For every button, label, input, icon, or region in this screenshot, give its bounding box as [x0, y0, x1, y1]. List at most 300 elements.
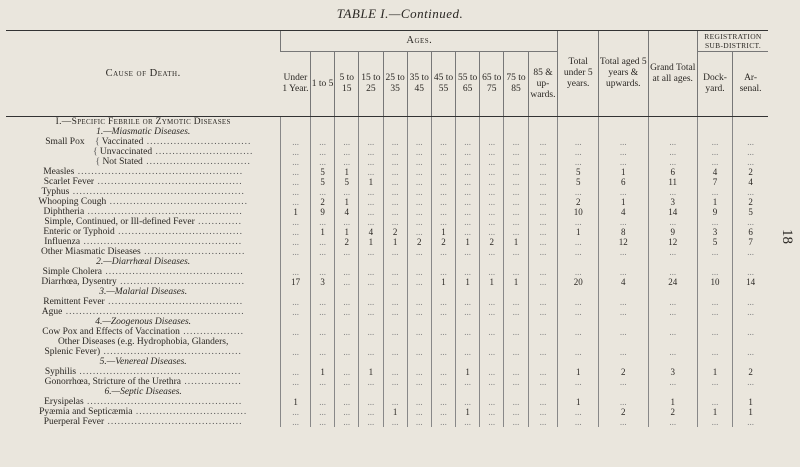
- value-cell: ...: [480, 197, 504, 207]
- value-cell: 5: [558, 167, 599, 177]
- page-number: 18: [779, 229, 795, 244]
- value-cell: ...: [383, 347, 407, 357]
- value-cell: 4: [599, 207, 648, 217]
- value-cell: ...: [558, 347, 599, 357]
- table-row: [6, 227, 768, 237]
- value-cell: ...: [599, 137, 648, 147]
- value-cell: 9: [648, 227, 697, 237]
- empty-cell: [311, 357, 335, 367]
- value-cell: 1: [599, 197, 648, 207]
- empty-cell: [431, 257, 455, 267]
- value-cell: 1: [359, 367, 383, 377]
- cause-text: Syphilis: [44, 367, 77, 377]
- value-cell: ...: [528, 277, 558, 287]
- value-cell: ...: [359, 247, 383, 257]
- empty-cell: [599, 317, 648, 327]
- empty-cell: [480, 257, 504, 267]
- table-row: [6, 167, 768, 177]
- value-cell: ...: [311, 397, 335, 407]
- value-cell: 1: [383, 407, 407, 417]
- value-cell: 1: [648, 397, 697, 407]
- value-cell: ...: [504, 267, 528, 277]
- value-cell: ...: [335, 187, 359, 197]
- empty-cell: [335, 127, 359, 137]
- value-cell: ...: [599, 307, 648, 317]
- value-cell: ...: [311, 217, 335, 227]
- value-cell: ...: [648, 307, 697, 317]
- value-cell: ...: [407, 187, 431, 197]
- value-cell: ...: [383, 367, 407, 377]
- cause-label: [6, 347, 281, 357]
- cause-text: Gonorrhœa, Stricture of the Urethra: [44, 377, 181, 387]
- empty-cell: [504, 387, 528, 397]
- empty-cell: [407, 387, 431, 397]
- empty-cell: [359, 337, 383, 347]
- value-cell: ...: [383, 397, 407, 407]
- value-cell: ...: [383, 377, 407, 387]
- value-cell: ...: [311, 137, 335, 147]
- empty-cell: [431, 387, 455, 397]
- value-cell: ...: [431, 417, 455, 427]
- value-cell: ...: [407, 197, 431, 207]
- value-cell: ...: [407, 217, 431, 227]
- leader-dots: .....................................: [116, 277, 246, 287]
- value-cell: ...: [311, 327, 335, 337]
- value-cell: ...: [431, 187, 455, 197]
- value-cell: ...: [359, 197, 383, 207]
- value-cell: ...: [558, 137, 599, 147]
- value-cell: ...: [648, 247, 697, 257]
- cause-text: Typhus: [41, 187, 70, 197]
- empty-cell: [431, 317, 455, 327]
- value-cell: ...: [359, 417, 383, 427]
- value-cell: ...: [359, 167, 383, 177]
- value-cell: ...: [431, 147, 455, 157]
- value-cell: ...: [504, 187, 528, 197]
- empty-cell: [733, 287, 768, 297]
- empty-cell: [558, 357, 599, 367]
- value-cell: ...: [456, 147, 480, 157]
- empty-cell: [311, 127, 335, 137]
- value-cell: ...: [407, 307, 431, 317]
- value-cell: ...: [311, 247, 335, 257]
- value-cell: 1: [311, 367, 335, 377]
- empty-cell: [504, 287, 528, 297]
- value-cell: ...: [733, 307, 768, 317]
- empty-cell: [431, 127, 455, 137]
- age-column-header: 55 to 65: [456, 52, 480, 117]
- value-cell: ...: [407, 207, 431, 217]
- value-cell: ...: [599, 417, 648, 427]
- value-cell: ...: [383, 177, 407, 187]
- cause-label: [6, 177, 281, 187]
- value-cell: ...: [456, 377, 480, 387]
- age-column-header: 85 & up-wards.: [528, 52, 558, 117]
- empty-cell: [599, 257, 648, 267]
- cause-label: [6, 137, 281, 147]
- value-cell: 24: [648, 277, 697, 287]
- value-cell: 2: [407, 237, 431, 247]
- value-cell: 10: [697, 277, 732, 287]
- value-cell: 2: [311, 197, 335, 207]
- value-cell: ...: [311, 157, 335, 167]
- value-cell: ...: [558, 157, 599, 167]
- empty-cell: [407, 257, 431, 267]
- value-cell: ...: [431, 247, 455, 257]
- table-row: [6, 277, 768, 287]
- value-cell: ...: [335, 397, 359, 407]
- value-cell: 9: [311, 207, 335, 217]
- value-cell: ...: [359, 217, 383, 227]
- empty-cell: [558, 117, 599, 128]
- value-cell: ...: [456, 397, 480, 407]
- cause-text: Remittent Fever: [43, 297, 105, 307]
- leader-dots: .............................: [152, 147, 254, 157]
- value-cell: 1: [504, 237, 528, 247]
- cause-text: Influenza: [44, 237, 81, 247]
- empty-cell: [456, 317, 480, 327]
- empty-cell: [431, 357, 455, 367]
- value-cell: 9: [697, 207, 732, 217]
- value-cell: ...: [480, 367, 504, 377]
- cause-label: [6, 207, 281, 217]
- value-cell: ...: [528, 367, 558, 377]
- value-cell: ...: [359, 307, 383, 317]
- value-cell: ...: [407, 297, 431, 307]
- value-cell: ...: [456, 227, 480, 237]
- value-cell: ...: [504, 177, 528, 187]
- value-cell: ...: [599, 247, 648, 257]
- empty-cell: [311, 257, 335, 267]
- value-cell: ...: [407, 137, 431, 147]
- value-cell: ...: [504, 217, 528, 227]
- value-cell: 1: [480, 277, 504, 287]
- value-cell: ...: [383, 167, 407, 177]
- value-cell: 1: [431, 277, 455, 287]
- value-cell: ...: [311, 417, 335, 427]
- empty-cell: [456, 357, 480, 367]
- value-cell: ...: [528, 407, 558, 417]
- empty-cell: [407, 127, 431, 137]
- value-cell: ...: [480, 137, 504, 147]
- empty-cell: [528, 337, 558, 347]
- cause-label: [6, 297, 281, 307]
- cause-label: [6, 217, 281, 227]
- total-5-up-header: Total aged 5 years & upwards.: [599, 31, 648, 117]
- value-cell: ...: [528, 227, 558, 237]
- value-cell: ...: [281, 307, 311, 317]
- value-cell: ...: [407, 397, 431, 407]
- value-cell: ...: [528, 347, 558, 357]
- empty-cell: [697, 127, 732, 137]
- value-cell: ...: [281, 157, 311, 167]
- value-cell: ...: [359, 347, 383, 357]
- empty-cell: [697, 257, 732, 267]
- value-cell: 4: [335, 207, 359, 217]
- cause-text: Diphtheria: [43, 207, 85, 217]
- value-cell: ...: [558, 217, 599, 227]
- value-cell: ...: [480, 207, 504, 217]
- value-cell: ...: [733, 247, 768, 257]
- subsection-heading: 1.—Miasmatic Diseases.: [96, 127, 191, 137]
- empty-cell: [558, 257, 599, 267]
- value-cell: 2: [733, 197, 768, 207]
- leader-dots: ........................................: [104, 417, 243, 427]
- empty-cell: [456, 337, 480, 347]
- empty-cell: [733, 357, 768, 367]
- cause-label: [6, 187, 281, 197]
- table-row: [6, 387, 768, 397]
- district-column-header: Ar-senal.: [733, 52, 768, 117]
- leader-dots: ...........................................: [94, 177, 243, 187]
- value-cell: 6: [733, 227, 768, 237]
- value-cell: 1: [383, 237, 407, 247]
- value-cell: ...: [431, 407, 455, 417]
- value-cell: ...: [281, 217, 311, 227]
- value-cell: ...: [697, 137, 732, 147]
- value-cell: 3: [648, 367, 697, 377]
- cause-text: Cow Pox and Effects of Vaccination: [42, 327, 180, 337]
- value-cell: 14: [733, 277, 768, 287]
- empty-cell: [648, 337, 697, 347]
- value-cell: ...: [733, 297, 768, 307]
- value-cell: ...: [359, 297, 383, 307]
- value-cell: ...: [733, 267, 768, 277]
- value-cell: ...: [480, 217, 504, 227]
- value-cell: ...: [480, 187, 504, 197]
- table-row: [6, 157, 768, 167]
- value-cell: ...: [281, 327, 311, 337]
- value-cell: ...: [504, 417, 528, 427]
- age-column-header: 45 to 55: [431, 52, 455, 117]
- value-cell: ...: [648, 267, 697, 277]
- value-cell: 1: [456, 277, 480, 287]
- leader-dots: .....................................: [114, 227, 244, 237]
- ages-header: Ages.: [281, 31, 558, 52]
- value-cell: ...: [504, 207, 528, 217]
- empty-cell: [431, 287, 455, 297]
- value-cell: ...: [456, 327, 480, 337]
- leader-dots: .................................................: [74, 167, 244, 177]
- empty-cell: [281, 257, 311, 267]
- empty-cell: [383, 117, 407, 128]
- value-cell: ...: [431, 297, 455, 307]
- cause-text: Enteric or Typhoid: [43, 227, 115, 237]
- cause-text: Vaccinated: [101, 137, 144, 147]
- value-cell: ...: [359, 267, 383, 277]
- value-cell: ...: [504, 157, 528, 167]
- empty-cell: [383, 357, 407, 367]
- empty-cell: [311, 387, 335, 397]
- value-cell: ...: [504, 247, 528, 257]
- value-cell: ...: [599, 397, 648, 407]
- empty-cell: [648, 117, 697, 128]
- value-cell: 2: [558, 197, 599, 207]
- value-cell: ...: [456, 167, 480, 177]
- value-cell: ...: [359, 327, 383, 337]
- value-cell: ...: [648, 217, 697, 227]
- empty-cell: [697, 357, 732, 367]
- value-cell: ...: [383, 147, 407, 157]
- empty-cell: [281, 387, 311, 397]
- cause-text: Measles: [43, 167, 75, 177]
- value-cell: ...: [383, 207, 407, 217]
- value-cell: ...: [383, 277, 407, 287]
- brace-mark: {: [94, 137, 102, 147]
- table-row: [6, 297, 768, 307]
- cause-label: [6, 277, 281, 287]
- empty-cell: [697, 287, 732, 297]
- value-cell: ...: [407, 227, 431, 237]
- table-row: [6, 367, 768, 377]
- cause-label: [6, 157, 281, 167]
- empty-cell: [431, 117, 455, 128]
- value-cell: ...: [456, 417, 480, 427]
- value-cell: ...: [407, 347, 431, 357]
- brace-mark: {: [95, 157, 103, 167]
- value-cell: 1: [697, 367, 732, 377]
- value-cell: ...: [504, 377, 528, 387]
- empty-cell: [281, 337, 311, 347]
- empty-cell: [311, 337, 335, 347]
- value-cell: ...: [456, 177, 480, 187]
- table-row: [6, 397, 768, 407]
- empty-cell: [480, 357, 504, 367]
- cause-label: [6, 237, 281, 247]
- value-cell: ...: [480, 167, 504, 177]
- value-cell: ...: [456, 217, 480, 227]
- subsection-heading: 2.—Diarrhœal Diseases.: [96, 257, 191, 267]
- cause-text: Pyæmia and Septicæmia: [39, 407, 133, 417]
- value-cell: ...: [733, 377, 768, 387]
- value-cell: ...: [558, 267, 599, 277]
- table-row: [6, 217, 768, 227]
- empty-cell: [528, 257, 558, 267]
- value-cell: ...: [697, 397, 732, 407]
- value-cell: ...: [733, 217, 768, 227]
- table-row: [6, 147, 768, 157]
- empty-cell: [311, 317, 335, 327]
- value-cell: ...: [383, 187, 407, 197]
- age-column-header: 5 to 15: [335, 52, 359, 117]
- table-row: [6, 257, 768, 267]
- empty-cell: [697, 317, 732, 327]
- value-cell: ...: [733, 327, 768, 337]
- value-cell: ...: [504, 197, 528, 207]
- empty-cell: [528, 357, 558, 367]
- empty-cell: [733, 257, 768, 267]
- value-cell: ...: [281, 147, 311, 157]
- value-cell: ...: [599, 267, 648, 277]
- empty-cell: [335, 287, 359, 297]
- table-row: [6, 287, 768, 297]
- subsection-heading: 6.—Septic Diseases.: [104, 387, 182, 397]
- empty-cell: [359, 127, 383, 137]
- table-row: [6, 117, 768, 128]
- cause-text: Scarlet Fever: [43, 177, 95, 187]
- value-cell: ...: [480, 157, 504, 167]
- group-label: Small Pox: [45, 137, 85, 147]
- value-cell: ...: [697, 247, 732, 257]
- value-cell: ...: [528, 197, 558, 207]
- table-row: [6, 377, 768, 387]
- empty-cell: [311, 117, 335, 128]
- cause-label: [6, 417, 281, 427]
- value-cell: ...: [599, 377, 648, 387]
- value-cell: 1: [558, 397, 599, 407]
- value-cell: ...: [528, 167, 558, 177]
- empty-cell: [311, 287, 335, 297]
- value-cell: 14: [648, 207, 697, 217]
- cause-text: Simple, Continued, or Ill-defined Fever: [44, 217, 195, 227]
- cause-label: [6, 167, 281, 177]
- value-cell: ...: [558, 187, 599, 197]
- value-cell: ...: [528, 247, 558, 257]
- empty-cell: [648, 387, 697, 397]
- value-cell: ...: [558, 377, 599, 387]
- value-cell: ...: [697, 187, 732, 197]
- value-cell: ...: [311, 297, 335, 307]
- value-cell: ...: [697, 307, 732, 317]
- leader-dots: ..............................................: [84, 207, 243, 217]
- value-cell: ...: [431, 267, 455, 277]
- subsection-heading: 5.—Venereal Diseases.: [99, 357, 187, 367]
- value-cell: 1: [456, 237, 480, 247]
- age-column-header: 35 to 45: [407, 52, 431, 117]
- value-cell: ...: [599, 217, 648, 227]
- value-cell: ...: [311, 147, 335, 157]
- value-cell: 5: [311, 167, 335, 177]
- table-row: [6, 137, 768, 147]
- value-cell: ...: [733, 147, 768, 157]
- value-cell: ...: [335, 417, 359, 427]
- value-cell: ...: [558, 147, 599, 157]
- value-cell: 17: [281, 277, 311, 287]
- value-cell: ...: [697, 347, 732, 357]
- value-cell: ...: [504, 397, 528, 407]
- value-cell: 2: [335, 237, 359, 247]
- value-cell: ...: [359, 277, 383, 287]
- value-cell: ...: [648, 187, 697, 197]
- value-cell: ...: [383, 307, 407, 317]
- empty-cell: [558, 337, 599, 347]
- value-cell: ...: [311, 347, 335, 357]
- empty-cell: [599, 127, 648, 137]
- empty-cell: [733, 317, 768, 327]
- brace-mark: {: [92, 147, 100, 157]
- value-cell: 4: [359, 227, 383, 237]
- value-cell: ...: [599, 147, 648, 157]
- cause-text: Splenic Fever): [44, 347, 101, 357]
- value-cell: ...: [504, 367, 528, 377]
- value-cell: ...: [359, 187, 383, 197]
- empty-cell: [599, 337, 648, 347]
- empty-cell: [335, 257, 359, 267]
- value-cell: ...: [648, 137, 697, 147]
- value-cell: ...: [281, 177, 311, 187]
- registration-subdistrict-header: REGISTRATION SUB-DISTRICT.: [697, 31, 768, 52]
- leader-dots: .................: [180, 377, 242, 387]
- value-cell: ...: [648, 327, 697, 337]
- value-cell: ...: [359, 147, 383, 157]
- empty-cell: [359, 317, 383, 327]
- value-cell: ...: [359, 397, 383, 407]
- value-cell: ...: [528, 297, 558, 307]
- value-cell: ...: [383, 217, 407, 227]
- value-cell: ...: [504, 147, 528, 157]
- value-cell: ...: [335, 277, 359, 287]
- empty-cell: [431, 337, 455, 347]
